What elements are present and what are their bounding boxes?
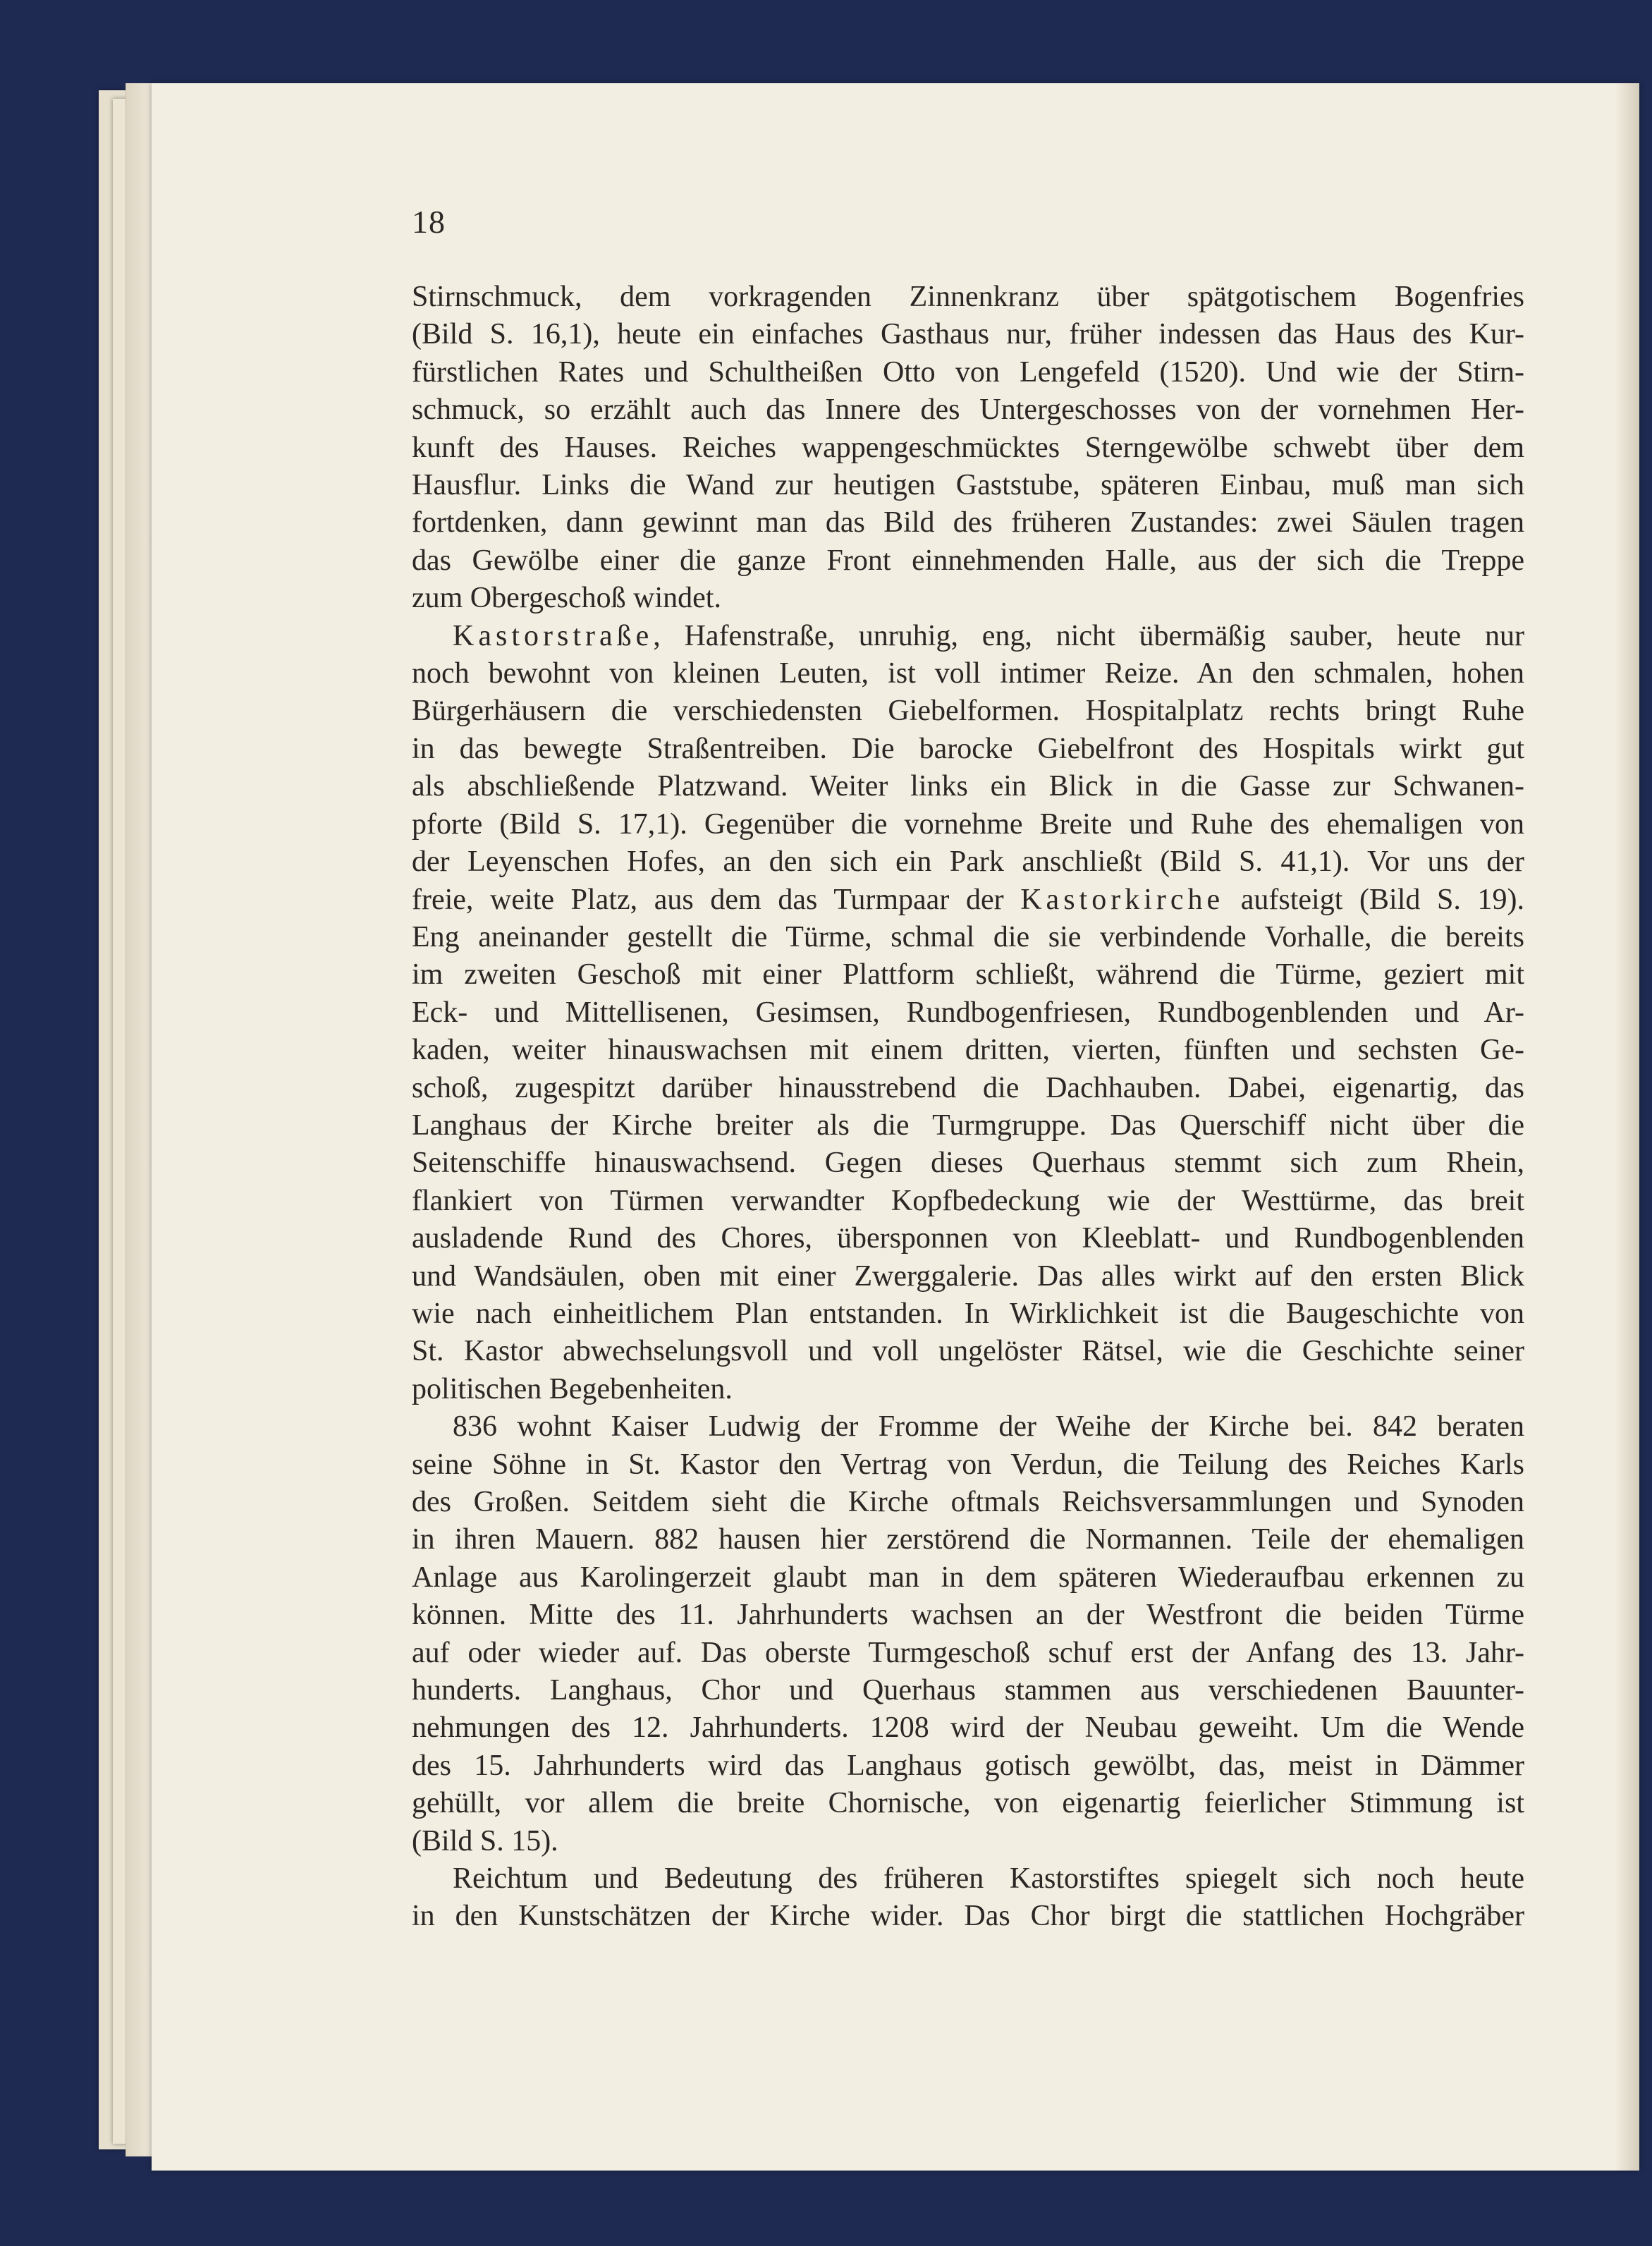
text-line: [412, 618, 1524, 655]
text-line: Bürgerhäusern die verschiedensten Giebelformen. Hospitalplatz rechts bringt Ruhe: [412, 695, 1524, 728]
text-line: Anlage aus Karolingerzeit glaubt man in dem späteren Wiederaufbau erkennen zu: [412, 1561, 1524, 1594]
paragraph-2: [412, 618, 1524, 1409]
text-line: fortdenken, dann gewinnt man das Bild des früheren Zustandes: zwei Säulen tragen: [412, 506, 1524, 539]
text-fragment: aufsteigt (Bild S. 19).: [1224, 883, 1524, 916]
text-line: Stirnschmuck, dem vorkragenden Zinnenkranz über spätgotischem Bogenfries: [412, 281, 1524, 313]
text-line: das Gewölbe einer die ganze Front einnehmenden Halle, aus der sich die Treppe: [412, 544, 1524, 577]
text-line: kaden, weiter hinauswachsen mit einem dritten, vierten, fünften und sechsten Ge-: [412, 1034, 1524, 1067]
text-line: hunderts. Langhaus, Chor und Querhaus stammen aus verschiedenen Bauunter-: [412, 1674, 1524, 1707]
text-line: Seitenschiffe hinauswachsend. Gegen dieses Querhaus stemmt sich zum Rhein,: [412, 1147, 1524, 1180]
paragraph-1: [412, 279, 1524, 618]
text-line: im zweiten Geschoß mit einer Plattform schließt, während die Türme, geziert mit: [412, 958, 1524, 991]
text-line: auf oder wieder auf. Das oberste Turmgeschoß schuf erst der Anfang des 13. Jahr-: [412, 1636, 1524, 1669]
text-line: pforte (Bild S. 17,1). Gegenüber die vornehme Breite und Ruhe des ehemaligen von: [412, 807, 1524, 841]
text-line: [412, 881, 1524, 919]
text-line: gehüllt, vor allem die breite Chornische, von eigenartig feierlicher Stimmung ist: [412, 1787, 1524, 1820]
text-line: und Wandsäulen, oben mit einer Zwerggalerie. Das alles wirkt auf den ersten Blick: [412, 1259, 1524, 1293]
page-stack-edge: [126, 83, 154, 2156]
text-line: ausladende Rund des Chores, übersponnen von Kleeblatt- und Rundbogenblenden: [412, 1222, 1524, 1255]
text-line: 836 wohnt Kaiser Ludwig der Fromme der Weihe der Kirche bei. 842 beraten: [453, 1410, 1524, 1444]
text-line: St. Kastor abwechselungsvoll und voll ungelöster Rätsel, wie die Geschichte seiner: [412, 1335, 1524, 1368]
page-gutter-shadow: [1615, 83, 1639, 2171]
text-line: Hausflur. Links die Wand zur heutigen Gaststube, späteren Einbau, muß man sich: [412, 469, 1524, 502]
text-fragment: , Hafenstraße, unruhig, eng, nicht übermäßig sauber, heute nur: [653, 619, 1524, 652]
text-line: nehmungen des 12. Jahrhunderts. 1208 wird der Neubau geweiht. Um die Wende: [412, 1711, 1524, 1745]
text-line: Eck- und Mittellisenen, Gesimsen, Rundbogenfriesen, Rundbogenblenden und Ar-: [412, 996, 1524, 1029]
text-line: können. Mitte des 11. Jahrhunderts wachsen an der Westfront die beiden Türme: [412, 1599, 1524, 1632]
text-line: des 15. Jahrhunderts wird das Langhaus gotisch gewölbt, das, meist in Dämmer: [412, 1749, 1524, 1782]
paragraph-4: [412, 1860, 1524, 1936]
spaced-term: Kastorkirche: [1020, 883, 1225, 916]
text-line: schmuck, so erzählt auch das Innere des Untergeschosses von der vornehmen Her-: [412, 393, 1524, 427]
text-line: schoß, zugespitzt darüber hinausstrebend die Dachhauben. Dabei, eigenartig, das: [412, 1071, 1524, 1104]
text-line: als abschließende Platzwand. Weiter links ein Blick in die Gasse zur Schwanen-: [412, 770, 1524, 803]
spaced-term: Kastorstraße: [453, 619, 654, 652]
text-line: noch bewohnt von kleinen Leuten, ist voll intimer Reize. An den schmalen, hohen: [412, 657, 1524, 690]
text-line: seine Söhne in St. Kastor den Vertrag von Verdun, die Teilung des Reiches Karls: [412, 1448, 1524, 1481]
text-line: zum Obergeschoß windet.: [412, 582, 721, 615]
text-line: kunft des Hauses. Reiches wappengeschmücktes Sterngewölbe schwebt über dem: [412, 431, 1524, 464]
paragraph-3: [412, 1408, 1524, 1860]
text-fragment: freie, weite Platz, aus dem das Turmpaar der: [412, 883, 1021, 916]
text-line: (Bild S. 16,1), heute ein einfaches Gasthaus nur, früher indessen das Haus des Kur-: [412, 318, 1524, 351]
text-line: Reichtum und Bedeutung des früheren Kastorstiftes spiegelt sich noch heute: [453, 1862, 1524, 1896]
page-number: 18: [412, 204, 446, 240]
text-line: Eng aneinander gestellt die Türme, schmal die sie verbindende Vorhalle, die bereits: [412, 920, 1524, 953]
text-line: der Leyenschen Hofes, an den sich ein Park anschließt (Bild S. 41,1). Vor uns der: [412, 846, 1524, 879]
text-line: (Bild S. 15).: [412, 1824, 558, 1857]
text-line: in den Kunstschätzen der Kirche wider. Das Chor birgt die stattlichen Hochgräber: [412, 1900, 1524, 1933]
text-line: in ihren Mauern. 882 hausen hier zerstörend die Normannen. Teile der ehemaligen: [412, 1523, 1524, 1556]
text-line: wie nach einheitlichem Plan entstanden. In Wirklichkeit ist die Baugeschichte von: [412, 1297, 1524, 1330]
body-text: [412, 279, 1524, 1936]
text-line: des Großen. Seitdem sieht die Kirche oftmals Reichsversammlungen und Synoden: [412, 1486, 1524, 1518]
text-line: politischen Begebenheiten.: [412, 1372, 733, 1405]
text-line: in das bewegte Straßentreiben. Die barocke Giebelfront des Hospitals wirkt gut: [412, 732, 1524, 765]
text-line: flankiert von Türmen verwandter Kopfbedeckung wie der Westtürme, das breit: [412, 1184, 1524, 1217]
text-line: Langhaus der Kirche breiter als die Turmgruppe. Das Querschiff nicht über die: [412, 1109, 1524, 1142]
text-line: fürstlichen Rates und Schultheißen Otto von Lengefeld (1520). Und wie der Stirn-: [412, 355, 1524, 389]
